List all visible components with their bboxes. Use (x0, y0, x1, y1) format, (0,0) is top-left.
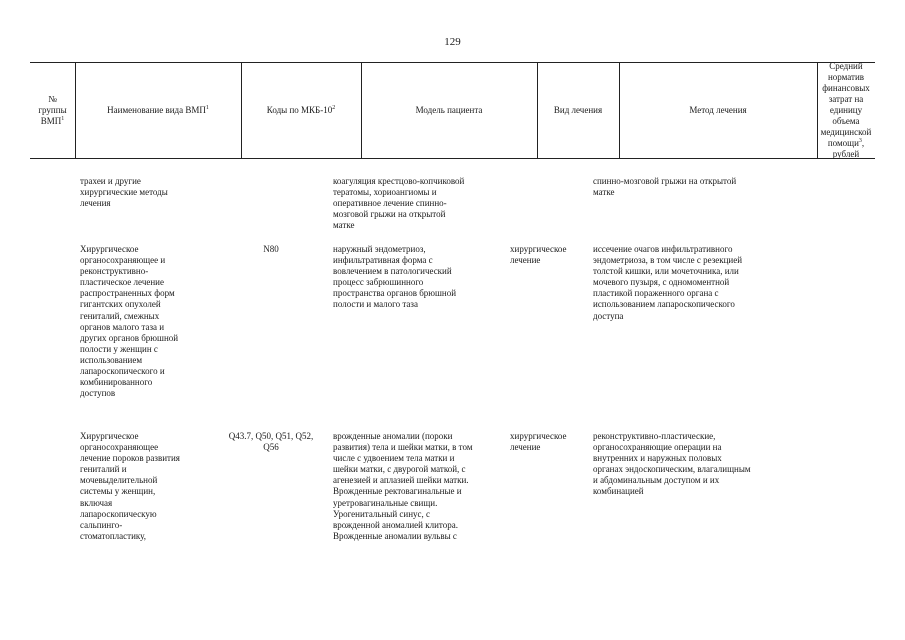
row-3-vmp-name: Хирургическое органосохраняющее лечение пороков развития гениталий и мочевыделительной системы у женщин, включая лапароскопическую сальпинго- стоматопластику, (80, 431, 180, 541)
row-1-patient-model: коагуляция крестцово-копчиковой тератомы, хориоангиомы и оперативное лечение спинно- мозговой грыжи на открытой матке (333, 176, 465, 231)
header-treatment-method: Метод лечения (689, 105, 747, 115)
page-number: 129 (444, 36, 461, 48)
row-2-treatment-type: хирургическое лечение (510, 244, 567, 266)
table-header (30, 62, 875, 159)
header-icd-codes: Коды по МКБ-$10^2$ (266, 105, 336, 115)
header-group-number: № группы ВМП$^1$ (38, 94, 67, 126)
row-2-vmp-name: Хирургическое органосохраняющее и реконструктивно- пластическое лечение распространенных форм гигантских опухолей гениталий, смежных органов малого таза и других органов брюшной полости у женщин с использованием лапароскопического и комбинированного доступов (80, 244, 179, 399)
row-2-patient-model: наружный эндометриоз, инфильтративная форма с вовлечением в патологический процесс забрюшинного пространства органов брюшной полости и малого таза (333, 244, 457, 310)
row-3-patient-model: врожденные аномалии (пороки развития) тела и шейки матки, в том числе с удвоением тела матки и шейки матки, с двурогой маткой, с агенезией и аплазией шейки матки. Врожденные ректовагинальные и уретровагинальные свищи. Урогенитальный синус, с врожденной аномалией клитора. Врожденные аномалии вульвы с (333, 431, 473, 541)
header-average-cost: Средний норматив финансовых затрат на единицу объема медицинской помощи$^3$, рублей (820, 61, 872, 159)
row-2-treatment-method: иссечение очагов инфильтративного эндометриоза, в том числе с резекцией толстой кишки, или мочеточника, или мочевого пузыря, с одномоментной пластикой пораженного органа с использованием лапароскопического доступа (593, 244, 743, 321)
row-2-icd-codes: N80 (263, 244, 279, 254)
row-1-vmp-name: трахеи и другие хирургические методы лечения (80, 176, 168, 209)
row-3-treatment-type: хирургическое лечение (510, 431, 567, 453)
header-patient-model: Модель пациента (415, 105, 483, 115)
header-vmp-name: Наименование вида ВМП$^1$ (107, 105, 209, 115)
header-treatment-type: Вид лечения (553, 105, 603, 115)
row-1-treatment-method: спинно-мозговой грыжи на открытой матке (593, 176, 737, 198)
row-3-treatment-method: реконструктивно-пластические, органосохраняющие операции на внутренних и наружных половых органах эндоскопическим, влагалищным и абдоминальным доступом и их комбинацией (593, 431, 751, 497)
row-3-icd-codes: Q43.7, Q50, Q51, Q52, Q56 (228, 431, 314, 453)
